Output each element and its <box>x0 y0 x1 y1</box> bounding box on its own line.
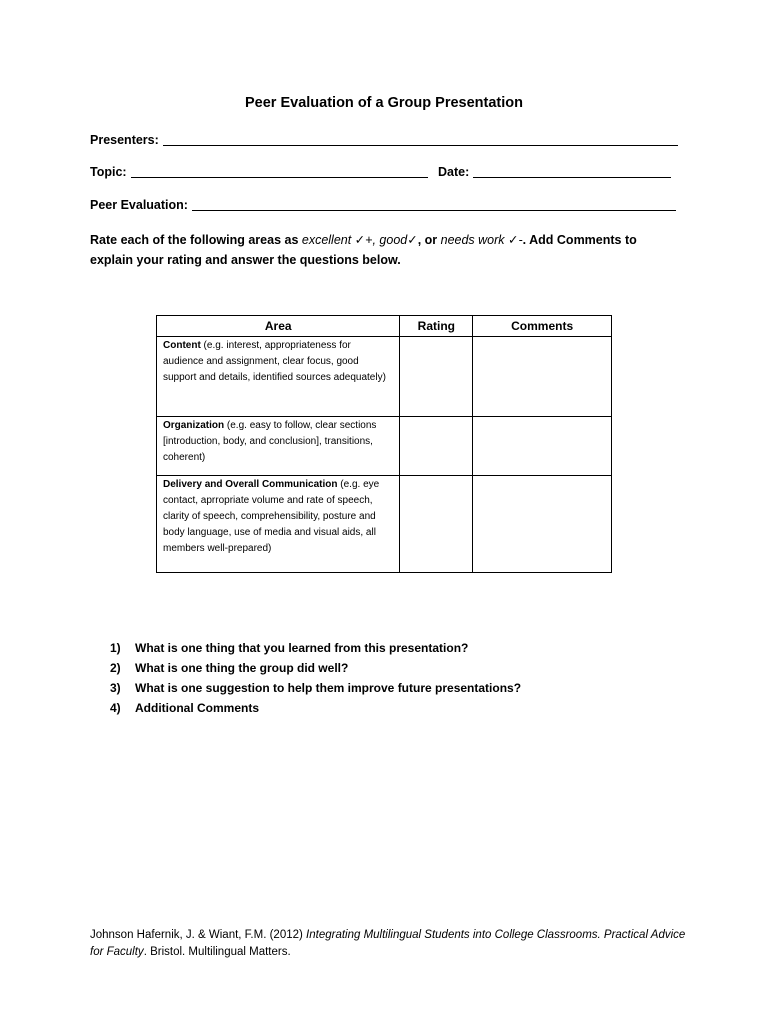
date-blank-line[interactable] <box>473 176 671 178</box>
table-row-organization <box>157 417 612 476</box>
date-label: Date: <box>438 165 470 179</box>
list-item <box>110 698 521 718</box>
citation-authors: Johnson Hafernik, J. & Wiant, F.M. (2012) <box>90 929 307 941</box>
area-name-content: Content <box>163 340 201 351</box>
header-area: Area <box>157 316 400 337</box>
area-detail-delivery: (e.g. eye contact, aprropriate volume and rate of speech, clarity of speech, comprehensibility, posture and body language, use of media and visual aids, all members well-prepared) <box>163 479 380 554</box>
area-cell-content <box>157 337 400 417</box>
presenters-blank-line[interactable] <box>163 144 678 146</box>
topic-field <box>90 165 428 179</box>
area-detail-content: (e.g. interest, appropriateness for audience and assignment, clear focus, good support and details, identified sources adequately) <box>163 340 386 383</box>
list-item <box>110 658 521 678</box>
question-number: 1) <box>110 641 121 655</box>
header-rating: Rating <box>400 316 473 337</box>
peer-evaluation-field <box>90 198 676 212</box>
citation <box>90 927 690 961</box>
instructions-text <box>90 230 680 270</box>
instructions-separator-2: , or <box>417 233 441 247</box>
rating-needs-work: needs work ✓- <box>440 233 523 247</box>
question-text: What is one thing the group did well? <box>135 661 349 675</box>
area-detail-organization: (e.g. easy to follow, clear sections [introduction, body, and conclusion], transitions, coherent) <box>163 420 377 463</box>
table-row-delivery <box>157 476 612 573</box>
list-item <box>110 638 521 658</box>
area-name-organization: Organization <box>163 420 225 431</box>
question-text: What is one suggestion to help them improve future presentations? <box>135 681 522 695</box>
citation-title: Integrating Multilingual Students into College Classrooms. Practical Advice for Faculty <box>90 929 686 958</box>
rating-cell-organization[interactable] <box>400 417 473 476</box>
page-title: Peer Evaluation of a Group Presentation <box>245 95 523 111</box>
instructions-separator-1: , <box>372 233 380 247</box>
peer-evaluation-label: Peer Evaluation: <box>90 198 188 212</box>
questions-list <box>110 638 521 718</box>
table-row-content <box>157 337 612 417</box>
header-comments: Comments <box>473 316 612 337</box>
instructions-part1: Rate each of the following areas as <box>90 233 302 247</box>
date-field <box>438 165 671 179</box>
peer-evaluation-blank-line[interactable] <box>192 209 676 211</box>
topic-blank-line[interactable] <box>131 176 428 178</box>
citation-publisher: . Bristol. Multilingual Matters. <box>143 946 291 958</box>
question-number: 3) <box>110 681 121 695</box>
instructions-part2: . Add Comments to explain your rating and answer the questions below. <box>90 233 637 267</box>
area-name-delivery: Delivery and Overall Communication <box>163 479 338 490</box>
question-number: 2) <box>110 661 121 675</box>
comments-cell-content[interactable] <box>473 337 612 417</box>
rating-good: good✓ <box>379 233 418 247</box>
evaluation-table <box>156 315 612 573</box>
question-text: What is one thing that you learned from this presentation? <box>135 641 469 655</box>
comments-cell-organization[interactable] <box>473 417 612 476</box>
list-item <box>110 678 521 698</box>
rating-cell-delivery[interactable] <box>400 476 473 573</box>
rating-cell-content[interactable] <box>400 337 473 417</box>
rating-excellent: excellent ✓+ <box>301 233 373 247</box>
topic-label: Topic: <box>90 165 127 179</box>
presenters-label: Presenters: <box>90 133 159 147</box>
table-header-row <box>157 316 612 337</box>
comments-cell-delivery[interactable] <box>473 476 612 573</box>
area-cell-delivery <box>157 476 400 573</box>
question-text: Additional Comments <box>135 701 260 715</box>
presenters-field <box>90 133 678 147</box>
question-number: 4) <box>110 701 121 715</box>
area-cell-organization <box>157 417 400 476</box>
